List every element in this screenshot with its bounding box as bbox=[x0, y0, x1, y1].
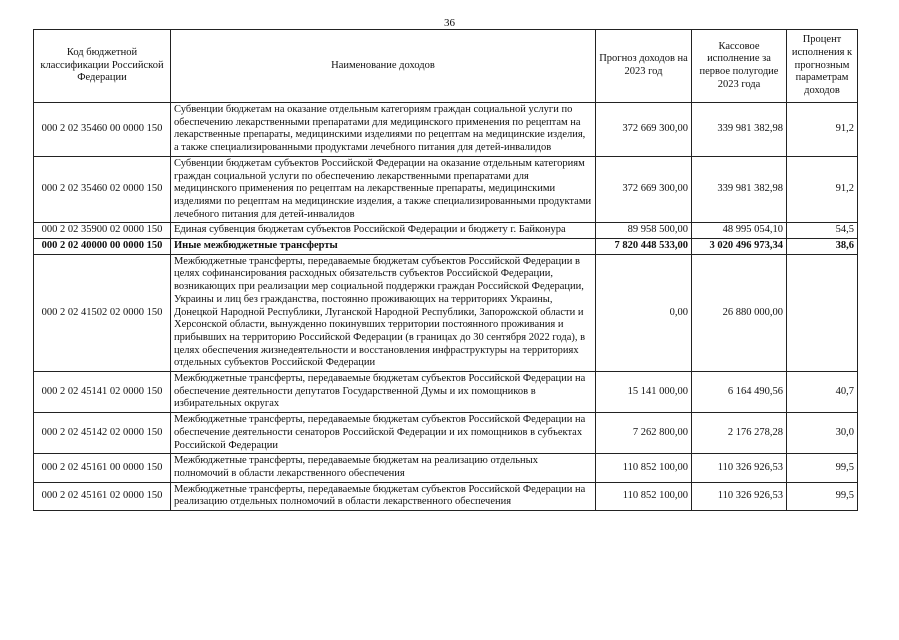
header-name: Наименование доходов bbox=[171, 30, 596, 103]
cell-name: Межбюджетные трансферты, передаваемые бюджетам субъектов Российской Федерации на обеспечение деятельности депутатов Государственной Думы и их помощников в избирательных округах bbox=[171, 372, 596, 413]
cell-percent: 91,2 bbox=[787, 103, 858, 157]
cell-code: 000 2 02 45161 00 0000 150 bbox=[34, 454, 171, 482]
cell-percent: 30,0 bbox=[787, 413, 858, 454]
cell-code: 000 2 02 41502 02 0000 150 bbox=[34, 254, 171, 371]
cell-execution: 3 020 496 973,34 bbox=[692, 239, 787, 255]
cell-code: 000 2 02 45141 02 0000 150 bbox=[34, 372, 171, 413]
cell-forecast: 7 820 448 533,00 bbox=[596, 239, 692, 255]
cell-forecast: 89 958 500,00 bbox=[596, 223, 692, 239]
cell-name: Межбюджетные трансферты, передаваемые бюджетам на реализацию отдельных полномочий в области лекарственного обеспечения bbox=[171, 454, 596, 482]
table-body bbox=[34, 103, 858, 511]
cell-execution: 48 995 054,10 bbox=[692, 223, 787, 239]
cell-percent: 54,5 bbox=[787, 223, 858, 239]
page-number: 36 bbox=[444, 17, 455, 29]
cell-code: 000 2 02 35460 00 0000 150 bbox=[34, 103, 171, 157]
cell-code: 000 2 02 40000 00 0000 150 bbox=[34, 239, 171, 255]
cell-name: Единая субвенция бюджетам субъектов Российской Федерации и бюджету г. Байконура bbox=[171, 223, 596, 239]
cell-execution: 26 880 000,00 bbox=[692, 254, 787, 371]
cell-percent: 91,2 bbox=[787, 156, 858, 223]
cell-execution: 6 164 490,56 bbox=[692, 372, 787, 413]
cell-percent bbox=[787, 254, 858, 371]
cell-percent: 99,5 bbox=[787, 454, 858, 482]
cell-name: Межбюджетные трансферты, передаваемые бюджетам субъектов Российской Федерации на реализацию отдельных полномочий в области лекарственного обеспечения bbox=[171, 482, 596, 510]
cell-execution: 339 981 382,98 bbox=[692, 103, 787, 157]
cell-execution: 110 326 926,53 bbox=[692, 482, 787, 510]
cell-code: 000 2 02 35460 02 0000 150 bbox=[34, 156, 171, 223]
budget-revenue-table bbox=[33, 29, 858, 511]
table-row bbox=[34, 223, 858, 239]
cell-forecast: 372 669 300,00 bbox=[596, 156, 692, 223]
table-row bbox=[34, 413, 858, 454]
table-header-row bbox=[34, 30, 858, 103]
header-percent: Процент исполнения к прогнозным параметрам доходов bbox=[787, 30, 858, 103]
table-row bbox=[34, 254, 858, 371]
header-code: Код бюджетной классификации Российской Федерации bbox=[34, 30, 171, 103]
cell-execution: 2 176 278,28 bbox=[692, 413, 787, 454]
table-row bbox=[34, 156, 858, 223]
cell-name: Межбюджетные трансферты, передаваемые бюджетам субъектов Российской Федерации на обеспечение деятельности сенаторов Российской Федерации и их помощников в субъектах Российской Федерации bbox=[171, 413, 596, 454]
cell-code: 000 2 02 45161 02 0000 150 bbox=[34, 482, 171, 510]
cell-code: 000 2 02 35900 02 0000 150 bbox=[34, 223, 171, 239]
header-execution: Кассовое исполнение за первое полугодие 2023 года bbox=[692, 30, 787, 103]
table-row bbox=[34, 454, 858, 482]
cell-execution: 110 326 926,53 bbox=[692, 454, 787, 482]
cell-percent: 38,6 bbox=[787, 239, 858, 255]
table-row bbox=[34, 103, 858, 157]
cell-name: Иные межбюджетные трансферты bbox=[171, 239, 596, 255]
table-row bbox=[34, 482, 858, 510]
cell-name: Субвенции бюджетам субъектов Российской Федерации на оказание отдельным категориям граждан социальной услуги по обеспечению лекарственными препаратами для медицинского применения по рецептам на лекарственные препараты, медицинскими изделиями по рецептам на медицинские изделия, а также специализированными продуктами лечебного питания для детей-инвалидов bbox=[171, 156, 596, 223]
cell-name: Субвенции бюджетам на оказание отдельным категориям граждан социальной услуги по обеспечению лекарственными препаратами для медицинского применения по рецептам на лекарственные препараты, медицинскими изделиями по рецептам на медицинские изделия, а также специализированными продуктами лечебного питания для детей-инвалидов bbox=[171, 103, 596, 157]
cell-percent: 40,7 bbox=[787, 372, 858, 413]
cell-percent: 99,5 bbox=[787, 482, 858, 510]
table-row bbox=[34, 372, 858, 413]
cell-code: 000 2 02 45142 02 0000 150 bbox=[34, 413, 171, 454]
cell-forecast: 7 262 800,00 bbox=[596, 413, 692, 454]
cell-execution: 339 981 382,98 bbox=[692, 156, 787, 223]
cell-name: Межбюджетные трансферты, передаваемые бюджетам субъектов Российской Федерации в целях софинансирования расходных обязательств субъектов Российской Федерации, возникающих при реализации мер социальной поддержки граждан Российской Федерации, Украины и лиц без гражданства, постоянно проживающих на территориях Украины, Донецкой Народной Республики, Луганской Народной Республики, Запорожской области и Херсонской области, вынужденно покинувших территории постоянного проживания и прибывших на территорию Российской Федерации (в границах до 30 сентября 2022 года), в целях обеспечения жизнедеятельности и восстановления инфраструктуры на территориях отдельных субъектов Российской Федерации bbox=[171, 254, 596, 371]
cell-forecast: 372 669 300,00 bbox=[596, 103, 692, 157]
table-row bbox=[34, 239, 858, 255]
cell-forecast: 15 141 000,00 bbox=[596, 372, 692, 413]
header-forecast: Прогноз доходов на 2023 год bbox=[596, 30, 692, 103]
cell-forecast: 110 852 100,00 bbox=[596, 454, 692, 482]
cell-forecast: 110 852 100,00 bbox=[596, 482, 692, 510]
cell-forecast: 0,00 bbox=[596, 254, 692, 371]
